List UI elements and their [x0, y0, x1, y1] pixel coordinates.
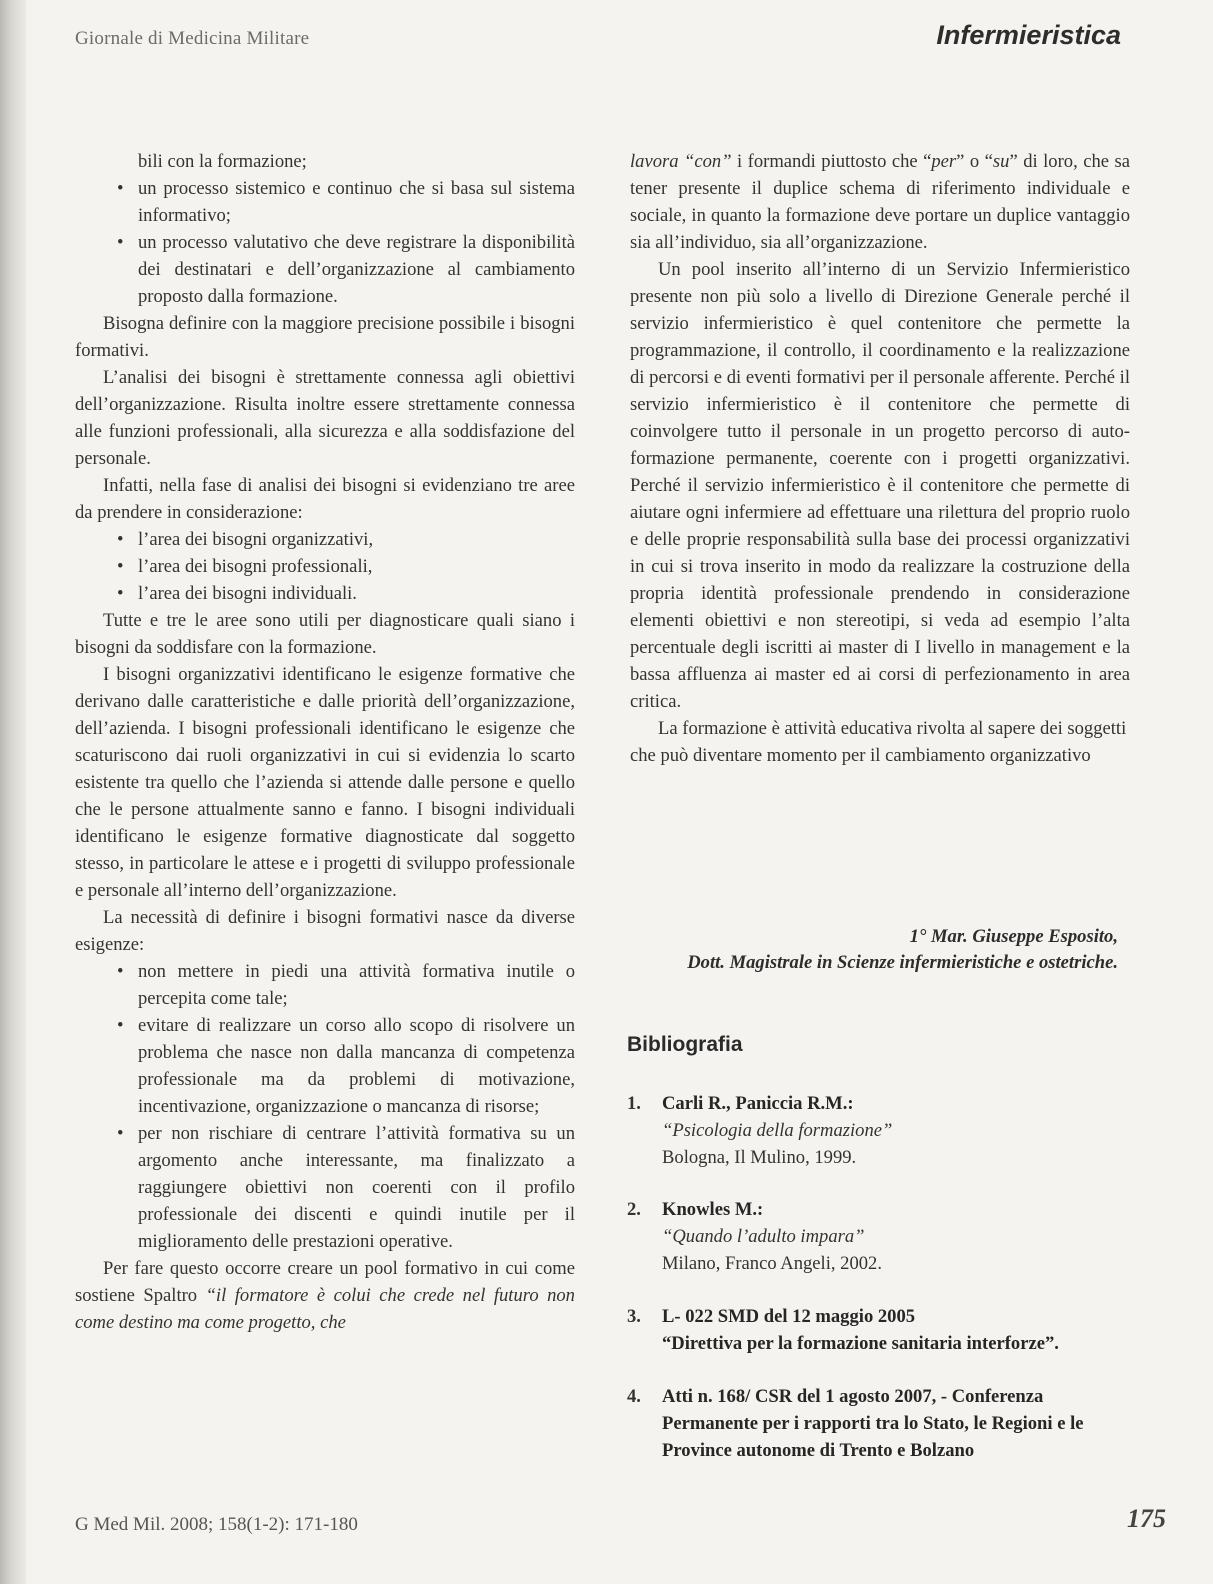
bib-publisher: Bologna, Il Mulino, 1999. — [662, 1147, 857, 1168]
bib-number: 3. — [627, 1306, 641, 1327]
list-item: • evitare di realizzare un corso allo scopo di risolvere un problema che nasce non dalla mancanza di competenza professionale ma da problemi di motivazione, incentivazione, organizzazione o mancanza di risorse; — [75, 1012, 575, 1120]
list-item: • l’area dei bisogni individuali. — [75, 580, 575, 607]
bib-author: Carli R., Paniccia R.M.: — [662, 1093, 854, 1114]
left-column — [75, 148, 575, 1336]
list-item: • per non rischiare di centrare l’attività formativa su un argomento anche interessante, ma finalizzato a raggiungere obiettivi non coerenti con il profilo professionale dei discenti e quindi inutile per il miglioramento delle prestazioni operative. — [75, 1120, 575, 1255]
list-item: • non mettere in piedi una attività formativa inutile o percepita come tale; — [75, 958, 575, 1012]
list-item: • l’area dei bisogni professionali, — [75, 553, 575, 580]
bibliography-item — [627, 1303, 1127, 1357]
bib-number: 2. — [627, 1199, 641, 1220]
paragraph: Un pool inserito all’interno di un Servizio Infermieristico presente non più solo a livello di Direzione Generale perché il servizio infermieristico è quel contenitore che permette la programmazione, il controllo, il coordinamento e la realizzazione di percorsi e di eventi formativi per il personale afferente. Perché il servizio infermieristico è il contenitore che permette di coinvolgere tutto il personale in un progetto percorso di auto-formazione permanente, coerente con i progetti organizzativi. Perché il servizio infermieristico è il contenitore che permette di aiutare ogni infermiere ad effettuare una rilettura del proprio ruolo e delle proprie responsabilità sulla base dei processi organizzativi in cui si trova inserito in modo da realizzare la costruzione della propria identità professionale prendendo in considerazione elementi obiettivi e non stereotipi, si veda ad esempio l’alta percentuale degli iscritti ai master di I livello in management e la bassa affluenza ai master ed ai corsi di perfezionamento in area critica. — [630, 259, 1130, 712]
bib-title: L- 022 SMD del 12 maggio 2005 — [662, 1306, 916, 1327]
paragraph: Tutte e tre le aree sono utili per diagnosticare quali siano i bisogni da soddisfare con la formazione. — [75, 610, 575, 658]
bib-text: Atti n. 168/ CSR del 1 agosto 2007, - Conferenza Permanente per i rapporti tra lo Stato, le Regioni e le Province autonome di Trento e Bolzano — [662, 1386, 1084, 1461]
bib-work: “Quando l’adulto impara” — [662, 1226, 865, 1247]
bib-number: 4. — [627, 1386, 641, 1407]
paragraph-text: ” o “ — [956, 151, 993, 172]
paragraph-text: ” di loro, che sa tener presente il duplice schema di riferimento individuale e sociale, in quanto la formazione deve portare un duplice vantaggio sia all’individuo, sia all’organizzazione. — [630, 151, 1130, 253]
paragraph — [75, 1255, 575, 1336]
signature-name: 1° Mar. Giuseppe Esposito, — [909, 926, 1118, 947]
bib-number: 1. — [627, 1093, 641, 1114]
footer-citation: G Med Mil. 2008; 158(1-2): 171-180 — [75, 1514, 358, 1535]
bibliography-item — [627, 1090, 1127, 1171]
bib-author: Knowles M.: — [662, 1199, 764, 1220]
bullet-list-areas — [75, 526, 575, 607]
bib-subtitle: “Direttiva per la formazione sanitaria interforze”. — [662, 1333, 1059, 1354]
list-item: • l’area dei bisogni organizzativi, — [75, 526, 575, 553]
paragraph-text: i formandi piuttosto che “ — [731, 151, 932, 172]
list-item: • un processo sistemico e continuo che si basa sul sistema informativo; — [75, 175, 575, 229]
bibliography-heading: Bibliografia — [627, 1033, 743, 1056]
paragraph-text: Per fare questo occorre creare un pool formativo in cui come sostiene Spaltro — [75, 1258, 575, 1306]
section-title: Infermieristica — [936, 20, 1121, 50]
list-item: • un processo valutativo che deve registrare la disponibilità dei destinatari e dell’organizzazione al cambiamento proposto dalla formazione. — [75, 229, 575, 310]
continued-text: bili con la formazione; — [138, 151, 307, 172]
bib-publisher: Milano, Franco Angeli, 2002. — [662, 1253, 883, 1274]
book-spine-shadow — [0, 0, 26, 1584]
right-column — [630, 148, 1130, 769]
quote-text: “il formatore è colui che crede nel futuro non come destino ma come progetto, che — [75, 1285, 575, 1333]
signature-title: Dott. Magistrale in Scienze infermieristiche e ostetriche. — [687, 952, 1118, 973]
bibliography-item — [627, 1196, 1127, 1277]
bibliography-item — [627, 1383, 1127, 1464]
quote-text: su — [992, 151, 1010, 172]
paragraph: L’analisi dei bisogni è strettamente connessa agli obiettivi dell’organizzazione. Risulta inoltre essere strettamente connessa alle funzioni professionali, alla sicurezza e alla soddisfazione del personale. — [75, 367, 575, 469]
paragraph: La formazione è attività educativa rivolta al sapere dei soggetti che può diventare momento per il cambiamento organizzativo — [630, 718, 1127, 766]
bib-work: “Psicologia della formazione” — [662, 1120, 893, 1141]
paragraph: Infatti, nella fase di analisi dei bisogni si evidenziano tre aree da prendere in considerazione: — [75, 475, 575, 523]
page-number: 175 — [1127, 1504, 1166, 1533]
journal-title: Giornale di Medicina Militare — [75, 28, 310, 49]
paragraph: Bisogna definire con la maggiore precisione possibile i bisogni formativi. — [75, 313, 575, 361]
quote-text: lavora “con” — [630, 151, 732, 172]
bullet-list-needs — [75, 958, 575, 1255]
paragraph — [630, 148, 1130, 256]
paragraph: La necessità di definire i bisogni formativi nasce da diverse esigenze: — [75, 907, 575, 955]
bullet-list-processes — [75, 175, 575, 310]
quote-text: per — [931, 151, 957, 172]
paragraph: I bisogni organizzativi identificano le esigenze formative che derivano dalle caratteristiche e dalle priorità dell’organizzazione, dell’azienda. I bisogni professionali identificano le esigenze che scaturiscono dai ruoli organizzativi in cui si evidenzia lo scarto esistente tra quello che l’azienda si attende dalle persone e quello che le persone attualmente sanno e fanno. I bisogni individuali identificano le esigenze formative diagnosticate dal soggetto stesso, in particolare le attese e i progetti di sviluppo professionale e personale all’interno dell’organizzazione. — [75, 664, 575, 901]
